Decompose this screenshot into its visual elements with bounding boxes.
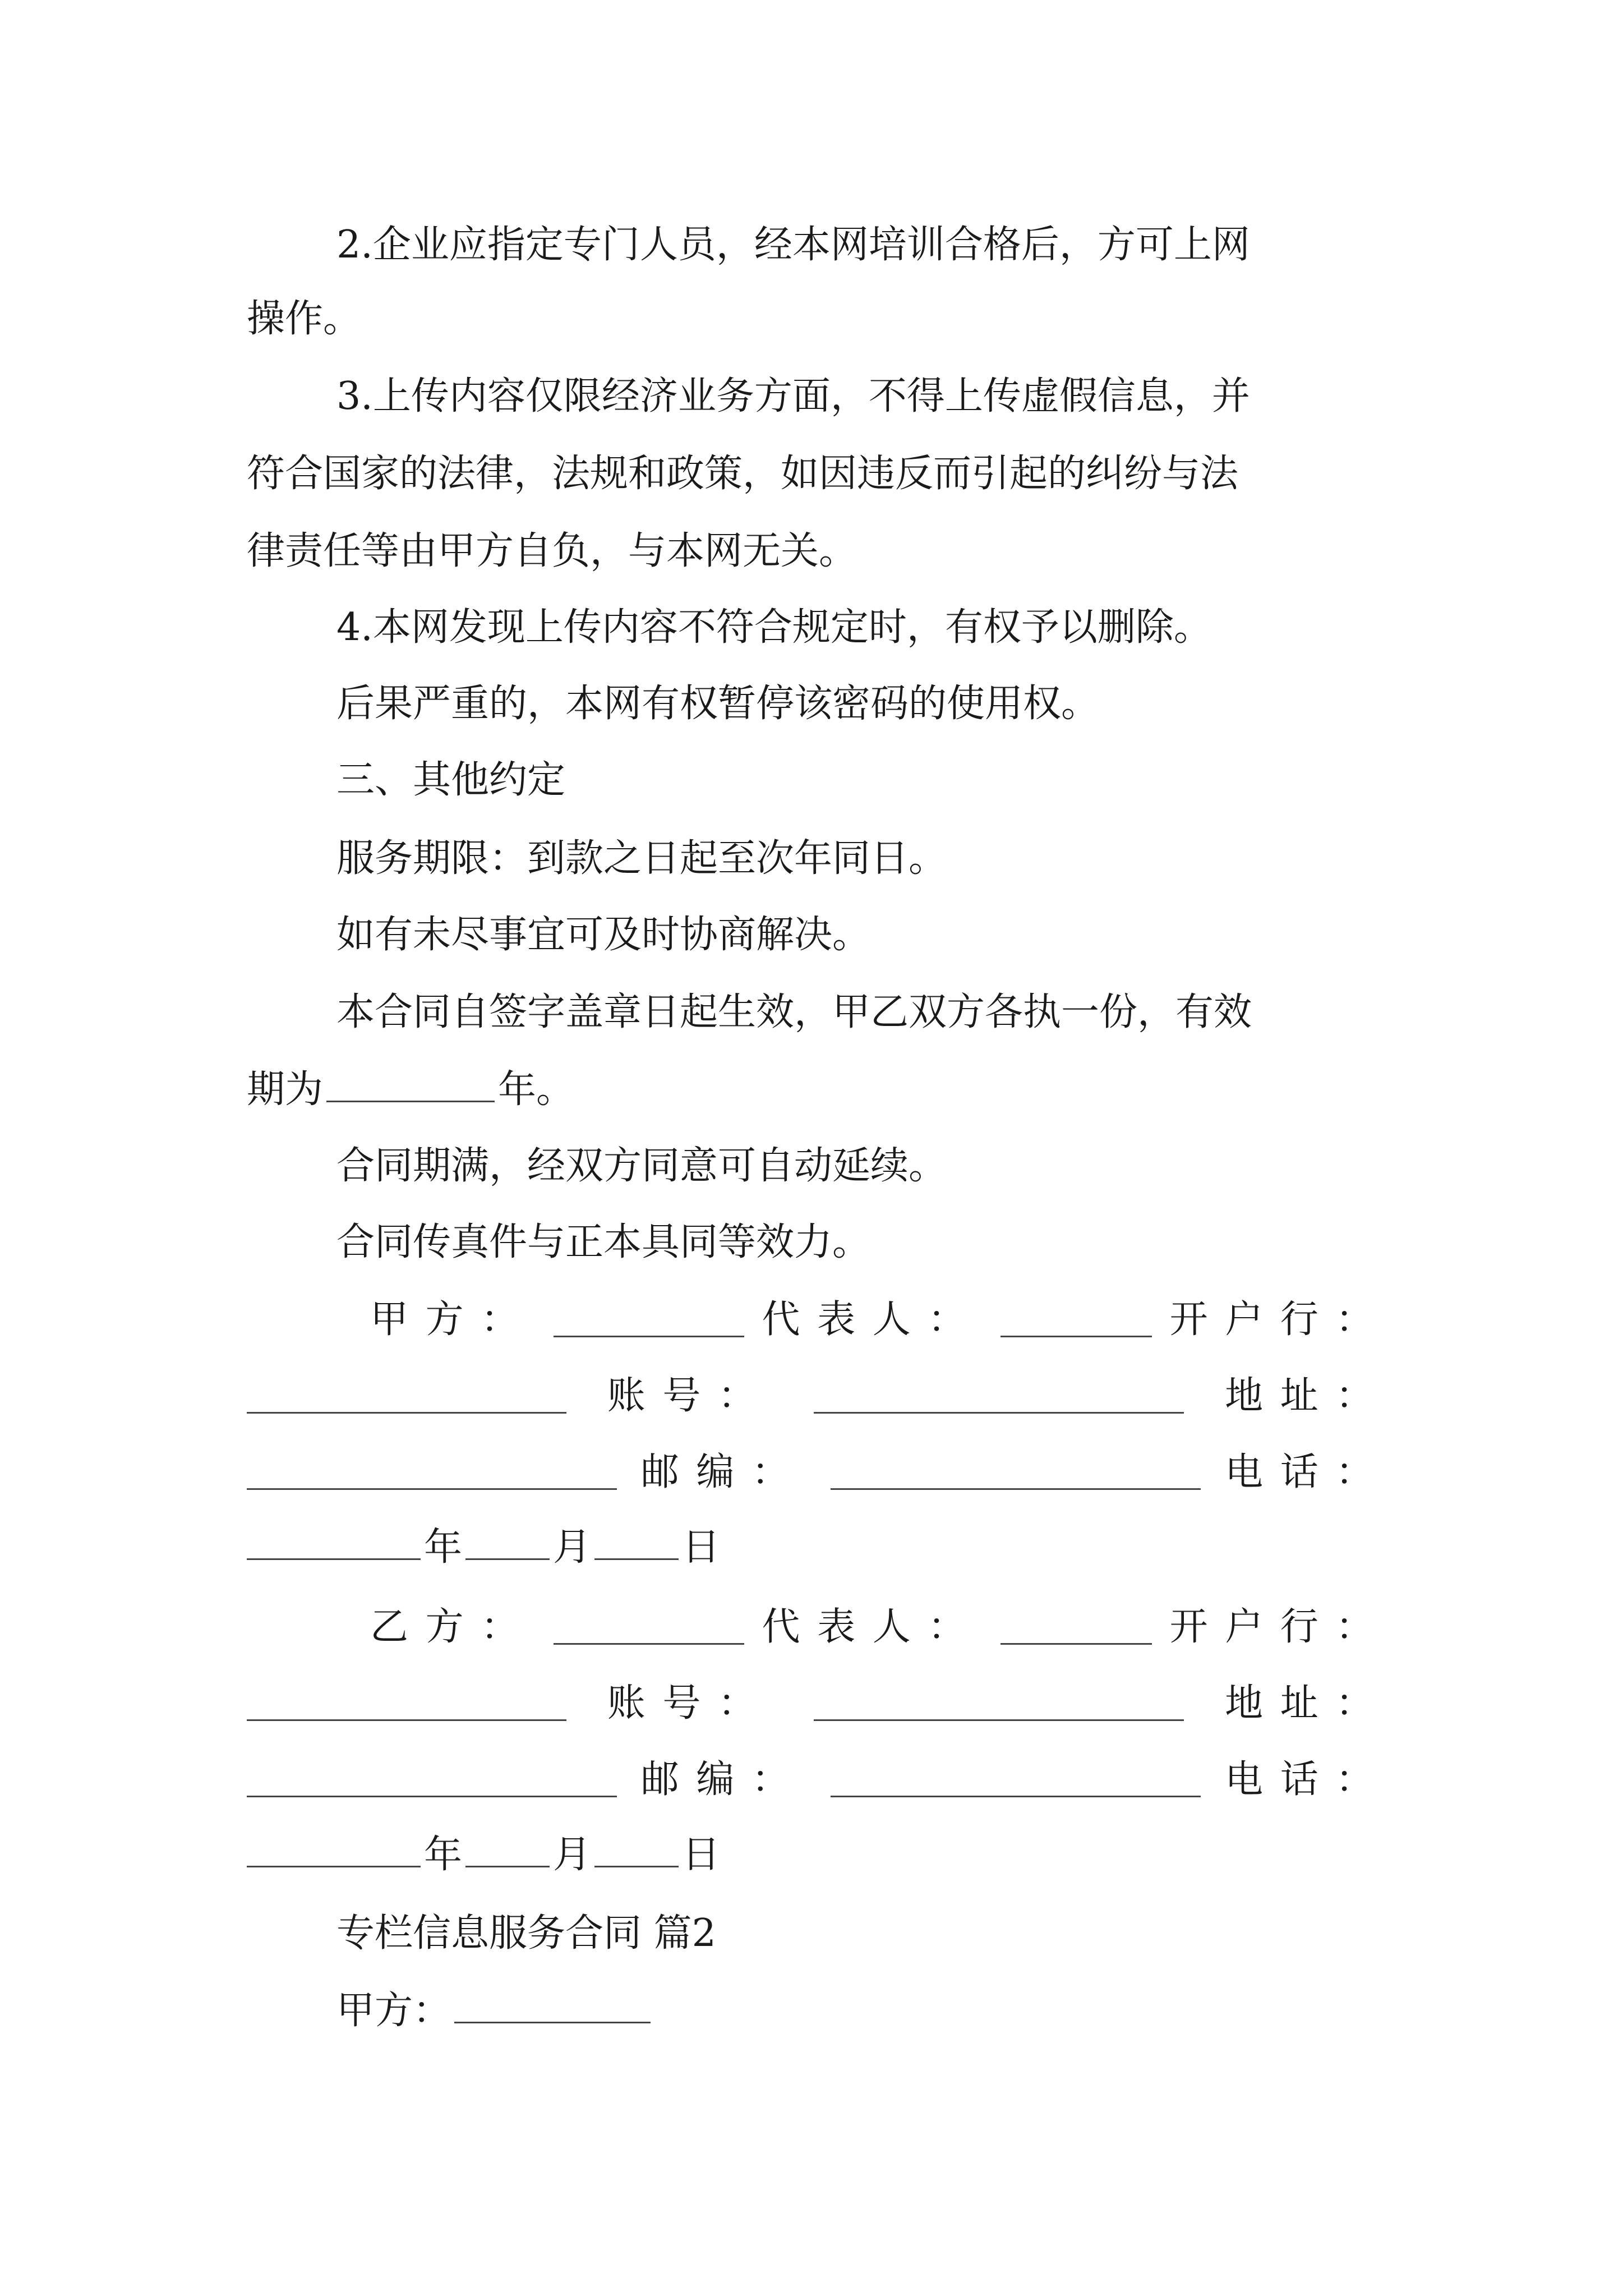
party-a-year-blank[interactable] xyxy=(247,1526,421,1560)
party-a-rep-label: 代表人： xyxy=(762,1297,983,1342)
party-b-year-label: 年 xyxy=(424,1833,463,1877)
section-heading: 三、其他约定 xyxy=(336,758,566,802)
party-b-rep-label: 代表人： xyxy=(762,1605,983,1649)
fax-clause: 合同传真件与正本具同等效力。 xyxy=(336,1220,871,1264)
party-a-postcode-blank[interactable] xyxy=(831,1456,1201,1490)
party-a-line-1 xyxy=(370,1283,1391,1356)
next-party-a-blank[interactable] xyxy=(454,1989,651,2023)
party-a-year-label: 年 xyxy=(424,1525,463,1570)
party-b-account-label: 账号： xyxy=(607,1681,773,1726)
party-b-phone-label: 电话： xyxy=(1225,1757,1391,1802)
party-b-day-blank[interactable] xyxy=(594,1833,679,1867)
party-b-month-blank[interactable] xyxy=(465,1833,550,1867)
party-a-date xyxy=(247,1511,1391,1584)
clause-3-line-2: 符合国家的法律，法规和政策，如因违反而引起的纠纷与法 xyxy=(247,452,1239,496)
party-b-bank-label: 开户行： xyxy=(1169,1605,1391,1649)
validity-years-blank[interactable] xyxy=(326,1068,495,1102)
party-a-label: 甲方： xyxy=(370,1297,536,1342)
next-party-a-line xyxy=(336,1975,1391,2047)
clause-2-line-1: 2.企业应指定专门人员，经本网培训合格后，方可上网 xyxy=(336,223,1250,267)
party-b-rep-blank[interactable] xyxy=(1000,1611,1152,1645)
service-term: 服务期限：到款之日起至次年同日。 xyxy=(336,836,947,881)
party-b-bank-blank[interactable] xyxy=(247,1687,566,1721)
party-a-bank-label: 开户行： xyxy=(1169,1297,1391,1342)
party-a-account-label: 账号： xyxy=(607,1374,773,1418)
party-b-address-label: 地址： xyxy=(1225,1681,1391,1726)
clause-2-line-2: 操作。 xyxy=(247,297,362,341)
effect-clause-line-2 xyxy=(247,1053,1391,1126)
party-a-bank-blank[interactable] xyxy=(247,1379,566,1414)
party-b-postcode-label: 邮编： xyxy=(640,1757,807,1802)
party-a-day-label: 日 xyxy=(682,1525,721,1570)
party-b-label: 乙方： xyxy=(370,1605,536,1649)
effect-clause-line-1: 本合同自签字盖章日起生效，甲乙双方各执一份，有效 xyxy=(336,990,1252,1034)
party-a-phone-label: 电话： xyxy=(1225,1450,1391,1494)
party-b-line-2 xyxy=(247,1667,1391,1740)
party-a-line-2 xyxy=(247,1360,1391,1433)
clause-3-line-1: 3.上传内容仅限经济业务方面，不得上传虚假信息，并 xyxy=(336,374,1250,418)
party-b-account-blank[interactable] xyxy=(814,1687,1184,1721)
party-b-address-blank[interactable] xyxy=(247,1763,617,1797)
party-b-line-1 xyxy=(370,1591,1391,1664)
negotiation-clause: 如有未尽事宜可及时协商解决。 xyxy=(336,913,871,957)
next-contract-title: 专栏信息服务合同 篇2 xyxy=(336,1911,716,1955)
party-a-address-label: 地址： xyxy=(1225,1374,1391,1418)
party-a-account-blank[interactable] xyxy=(814,1379,1184,1414)
party-a-postcode-label: 邮编： xyxy=(640,1450,807,1494)
party-b-month-label: 月 xyxy=(553,1833,592,1877)
party-a-month-blank[interactable] xyxy=(465,1526,550,1560)
next-party-a-label: 甲方： xyxy=(336,1989,451,2033)
party-a-rep-blank[interactable] xyxy=(1000,1303,1152,1337)
party-b-name-blank[interactable] xyxy=(554,1611,744,1645)
clause-3-line-3: 律责任等由甲方自负，与本网无关。 xyxy=(247,529,857,573)
party-a-day-blank[interactable] xyxy=(594,1526,679,1560)
party-a-name-blank[interactable] xyxy=(554,1303,744,1337)
party-a-address-blank[interactable] xyxy=(247,1456,617,1490)
party-a-line-3 xyxy=(247,1436,1391,1509)
party-b-line-3 xyxy=(247,1743,1391,1816)
party-b-year-blank[interactable] xyxy=(247,1833,421,1867)
validity-suffix: 年。 xyxy=(498,1068,575,1112)
consequence-text: 后果严重的，本网有权暂停该密码的使用权。 xyxy=(336,682,1100,726)
party-b-date xyxy=(247,1819,1391,1892)
renewal-clause: 合同期满，经双方同意可自动延续。 xyxy=(336,1144,947,1188)
party-b-postcode-blank[interactable] xyxy=(831,1763,1201,1797)
party-a-month-label: 月 xyxy=(553,1525,592,1570)
clause-4: 4.本网发现上传内容不符合规定时，有权予以删除。 xyxy=(336,605,1212,650)
party-b-day-label: 日 xyxy=(682,1833,721,1877)
validity-prefix: 期为 xyxy=(247,1068,324,1112)
